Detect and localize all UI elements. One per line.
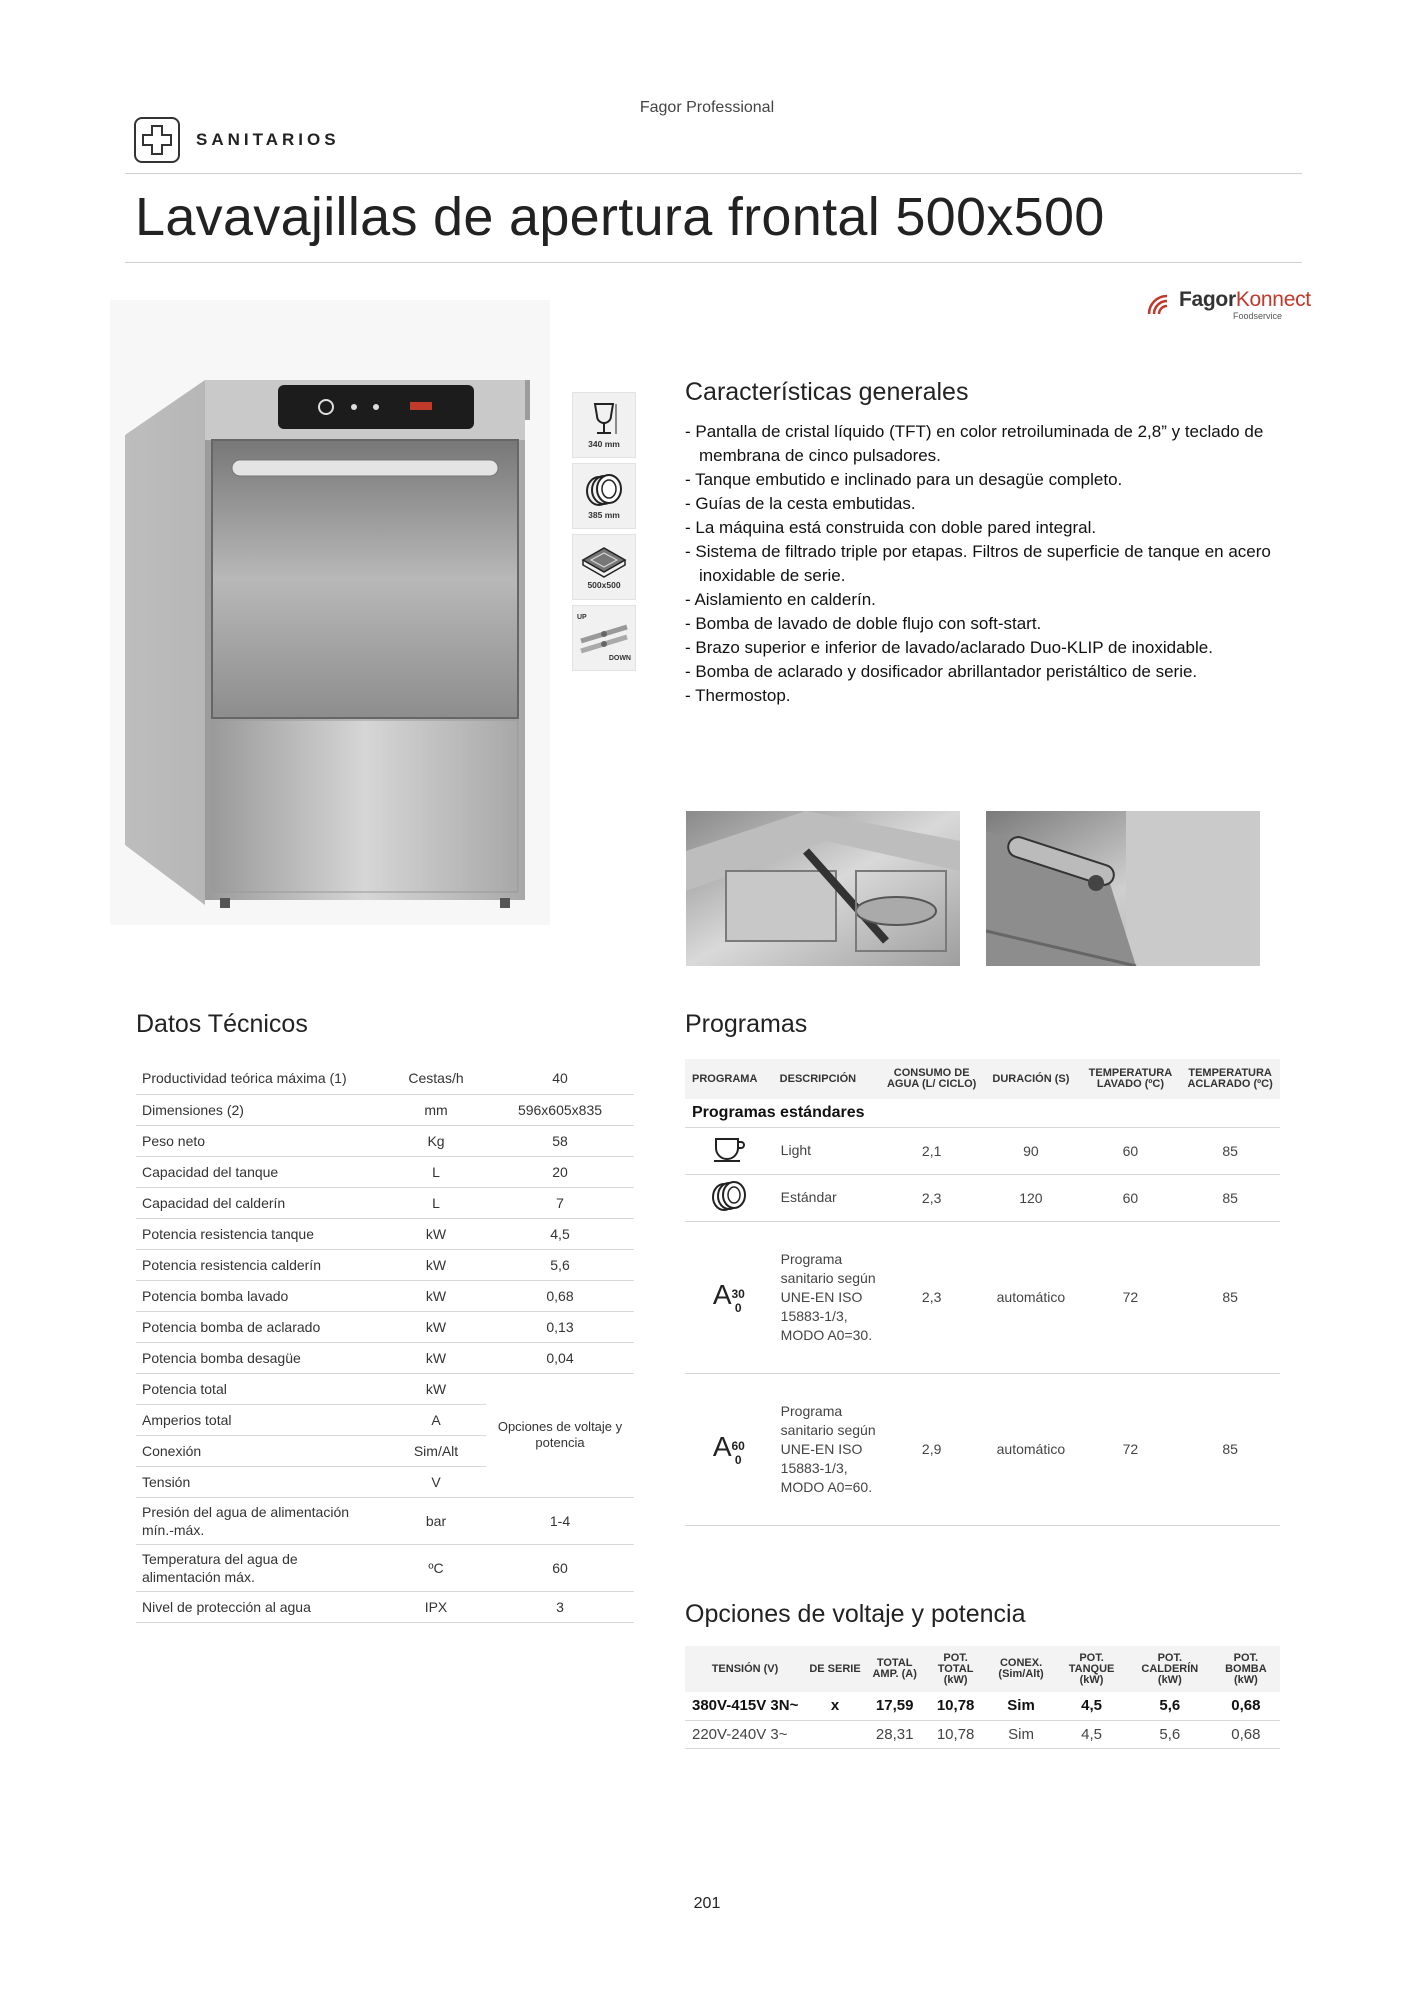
- row-label: Dimensiones (2): [136, 1094, 386, 1125]
- datos-tecnicos-title: Datos Técnicos: [136, 1010, 308, 1038]
- logo-part2: Konnect: [1235, 288, 1311, 311]
- list-item: - Aislamiento en calderín.: [685, 590, 876, 609]
- col-header: DE SERIE: [805, 1646, 865, 1692]
- row-value: 7: [486, 1187, 634, 1218]
- row-value: 60: [486, 1544, 634, 1591]
- spec-caption: 500x500: [587, 580, 621, 590]
- row-value: 4,5: [486, 1218, 634, 1249]
- table-row: [685, 1692, 1280, 1720]
- volt-serie: [805, 1720, 865, 1748]
- row-unit: IPX: [386, 1591, 486, 1622]
- cup-icon: [685, 1127, 773, 1174]
- table-row: [685, 1174, 1280, 1221]
- list-item: - La máquina está construida con doble pared integral.: [685, 518, 1097, 537]
- row-unit: Cestas/h: [386, 1063, 486, 1094]
- spec-icons-column: [572, 392, 638, 676]
- volt-conex: Sim: [987, 1720, 1055, 1748]
- volt-total: 10,78: [924, 1692, 986, 1720]
- door-hinge-photo: [986, 811, 1260, 966]
- row-unit: L: [386, 1156, 486, 1187]
- table-row: [136, 1063, 634, 1094]
- row-label: Conexión: [136, 1435, 386, 1466]
- row-unit: mm: [386, 1094, 486, 1125]
- list-item: - Bomba de lavado de doble flujo con soft-start.: [685, 614, 1042, 633]
- col-header: TEMPERATURA LAVADO (ºC): [1081, 1059, 1181, 1099]
- icon-sup: 30: [731, 1286, 745, 1301]
- volt-bomba: 0,68: [1212, 1692, 1280, 1720]
- col-header: CONSUMO DE AGUA (L/ CICLO): [882, 1059, 981, 1099]
- table-header-row: [685, 1646, 1280, 1692]
- table-row: [136, 1497, 634, 1544]
- row-label: Productividad teórica máxima (1): [136, 1063, 386, 1094]
- program-duracion: 120: [981, 1174, 1080, 1221]
- col-header: POT. BOMBA (kW): [1212, 1646, 1280, 1692]
- merged-note: Opciones de voltaje y potencia: [486, 1373, 634, 1497]
- features-list: [685, 420, 1285, 708]
- row-value: 1-4: [486, 1497, 634, 1544]
- row-unit: kW: [386, 1373, 486, 1404]
- table-row: [136, 1187, 634, 1218]
- table-group-row: [685, 1099, 1280, 1127]
- row-label: Nivel de protección al agua: [136, 1591, 386, 1622]
- row-value: 40: [486, 1063, 634, 1094]
- logo-part1: Fagor: [1179, 288, 1236, 311]
- table-row: [136, 1249, 634, 1280]
- table-row: [136, 1373, 634, 1404]
- row-value: 0,04: [486, 1342, 634, 1373]
- row-unit: kW: [386, 1280, 486, 1311]
- plates-icon: [572, 463, 636, 529]
- row-label: Potencia bomba lavado: [136, 1280, 386, 1311]
- interior-filter-photo: [686, 811, 960, 966]
- row-unit: L: [386, 1187, 486, 1218]
- row-unit: kW: [386, 1342, 486, 1373]
- icon-sub: 0: [734, 1300, 742, 1315]
- list-item: - Thermostop.: [685, 686, 791, 705]
- icon-sup: 60: [731, 1438, 745, 1453]
- volt-calderin: 5,6: [1128, 1692, 1212, 1720]
- list-item: - Bomba de aclarado y dosificador abrillantador peristáltico de serie.: [685, 662, 1198, 681]
- row-label: Tensión: [136, 1466, 386, 1497]
- features-title: Características generales: [685, 378, 969, 406]
- table-row: [136, 1342, 634, 1373]
- col-header: DESCRIPCIÓN: [773, 1059, 882, 1099]
- spec-caption: 340 mm: [588, 439, 620, 449]
- row-unit: Kg: [386, 1125, 486, 1156]
- table-row: [685, 1373, 1280, 1525]
- volt-calderin: 5,6: [1128, 1720, 1212, 1748]
- program-duracion: automático: [981, 1221, 1080, 1373]
- col-header: POT. TANQUE (kW): [1055, 1646, 1128, 1692]
- row-value: 3: [486, 1591, 634, 1622]
- col-header: CONEX. (Sim/Alt): [987, 1646, 1055, 1692]
- table-row: [136, 1280, 634, 1311]
- program-agua: 2,3: [882, 1174, 981, 1221]
- volt-tanque: 4,5: [1055, 1692, 1128, 1720]
- program-desc: Light: [773, 1127, 882, 1174]
- row-unit: V: [386, 1466, 486, 1497]
- divider: [125, 173, 1302, 174]
- program-aclarado: 85: [1180, 1127, 1280, 1174]
- programas-title: Programas: [685, 1010, 808, 1038]
- row-label: Temperatura del agua de alimentación máx.: [136, 1544, 386, 1591]
- row-value: 0,68: [486, 1280, 634, 1311]
- volt-conex: Sim: [987, 1692, 1055, 1720]
- plates-icon: [685, 1174, 773, 1221]
- program-desc: Programa sanitario según UNE-EN ISO 15883-1/3, MODO A0=60.: [773, 1373, 882, 1525]
- program-aclarado: 85: [1180, 1221, 1280, 1373]
- row-unit: kW: [386, 1218, 486, 1249]
- voltaje-title: Opciones de voltaje y potencia: [685, 1600, 1026, 1628]
- page-title: Lavavajillas de apertura frontal 500x500: [135, 187, 1105, 247]
- table-row: [685, 1127, 1280, 1174]
- volt-amp: 17,59: [865, 1692, 924, 1720]
- row-unit: kW: [386, 1249, 486, 1280]
- fagorkonnect-logo: [1143, 286, 1313, 324]
- row-unit: kW: [386, 1311, 486, 1342]
- volt-tension: 380V-415V 3N~: [685, 1692, 805, 1720]
- wine-glass-icon: [572, 392, 636, 458]
- programas-table: [685, 1059, 1280, 1526]
- row-label: Amperios total: [136, 1404, 386, 1435]
- row-label: Potencia total: [136, 1373, 386, 1404]
- table-row: [136, 1544, 634, 1591]
- row-value: 596x605x835: [486, 1094, 634, 1125]
- row-unit: ºC: [386, 1544, 486, 1591]
- list-item: - Pantalla de cristal líquido (TFT) en color retroiluminada de 2,8” y teclado de membrana de cinco pulsadores.: [685, 422, 1264, 465]
- row-label: Potencia bomba de aclarado: [136, 1311, 386, 1342]
- row-value: 0,13: [486, 1311, 634, 1342]
- row-label: Capacidad del tanque: [136, 1156, 386, 1187]
- table-row: [685, 1720, 1280, 1748]
- row-label: Potencia resistencia calderín: [136, 1249, 386, 1280]
- col-header: TENSIÓN (V): [685, 1646, 805, 1692]
- program-duracion: 90: [981, 1127, 1080, 1174]
- a0-30-icon: A30 0: [685, 1221, 773, 1373]
- volt-tension: 220V-240V 3~: [685, 1720, 805, 1748]
- table-row: [136, 1156, 634, 1187]
- divider: [125, 262, 1302, 263]
- program-lavado: 72: [1081, 1373, 1181, 1525]
- col-header: POT. CALDERÍN (kW): [1128, 1646, 1212, 1692]
- col-header: TOTAL AMP. (A): [865, 1646, 924, 1692]
- spec-caption-down: DOWN: [608, 655, 631, 662]
- spec-caption: 385 mm: [588, 510, 620, 520]
- list-item: - Brazo superior e inferior de lavado/aclarado Duo-KLIP de inoxidable.: [685, 638, 1213, 657]
- col-header: DURACIÓN (S): [981, 1059, 1080, 1099]
- voltaje-table: [685, 1646, 1280, 1749]
- program-duracion: automático: [981, 1373, 1080, 1525]
- datos-tecnicos-table: [136, 1063, 634, 1623]
- table-row: [136, 1218, 634, 1249]
- logo-sub: Foodservice: [1233, 311, 1283, 321]
- row-label: Presión del agua de alimentación mín.-máx.: [136, 1497, 386, 1544]
- category-label: SANITARIOS: [196, 130, 340, 149]
- table-row: [136, 1094, 634, 1125]
- medical-cross-icon: [134, 117, 180, 163]
- program-agua: 2,9: [882, 1373, 981, 1525]
- spec-caption-up: UP: [577, 614, 587, 621]
- col-header: PROGRAMA: [685, 1059, 773, 1099]
- program-desc: Estándar: [773, 1174, 882, 1221]
- program-agua: 2,1: [882, 1127, 981, 1174]
- program-agua: 2,3: [882, 1221, 981, 1373]
- list-item: - Tanque embutido e inclinado para un desagüe completo.: [685, 470, 1123, 489]
- brand-header: Fagor Professional: [639, 99, 775, 116]
- table-header-row: [685, 1059, 1280, 1099]
- row-value: 20: [486, 1156, 634, 1187]
- dishwasher-product-image: [110, 300, 550, 925]
- row-value: 5,6: [486, 1249, 634, 1280]
- page-number: 201: [693, 1895, 721, 1912]
- program-lavado: 60: [1081, 1127, 1181, 1174]
- row-label: Potencia resistencia tanque: [136, 1218, 386, 1249]
- row-label: Capacidad del calderín: [136, 1187, 386, 1218]
- row-label: Potencia bomba desagüe: [136, 1342, 386, 1373]
- program-desc: Programa sanitario según UNE-EN ISO 15883-1/3, MODO A0=30.: [773, 1221, 882, 1373]
- program-aclarado: 85: [1180, 1373, 1280, 1525]
- program-aclarado: 85: [1180, 1174, 1280, 1221]
- col-header: TEMPERATURA ACLARADO (ºC): [1180, 1059, 1280, 1099]
- row-unit: A: [386, 1404, 486, 1435]
- icon-sub: 0: [734, 1452, 742, 1467]
- volt-tanque: 4,5: [1055, 1720, 1128, 1748]
- table-row: [136, 1125, 634, 1156]
- wash-arms-icon: [572, 605, 636, 671]
- list-item: - Sistema de filtrado triple por etapas. Filtros de superficie de tanque en acero inoxidable de serie.: [685, 542, 1271, 585]
- table-row: [685, 1221, 1280, 1373]
- col-header: POT. TOTAL (kW): [924, 1646, 986, 1692]
- program-lavado: 72: [1081, 1221, 1181, 1373]
- table-row: [136, 1311, 634, 1342]
- program-lavado: 60: [1081, 1174, 1181, 1221]
- list-item: - Guías de la cesta embutidas.: [685, 494, 916, 513]
- row-label: Peso neto: [136, 1125, 386, 1156]
- row-unit: Sim/Alt: [386, 1435, 486, 1466]
- table-row: [136, 1591, 634, 1622]
- volt-total: 10,78: [924, 1720, 986, 1748]
- group-label: Programas estándares: [685, 1099, 1280, 1127]
- a0-60-icon: A60 0: [685, 1373, 773, 1525]
- volt-amp: 28,31: [865, 1720, 924, 1748]
- volt-serie: x: [805, 1692, 865, 1720]
- row-unit: bar: [386, 1497, 486, 1544]
- row-value: 58: [486, 1125, 634, 1156]
- basket-icon: [572, 534, 636, 600]
- volt-bomba: 0,68: [1212, 1720, 1280, 1748]
